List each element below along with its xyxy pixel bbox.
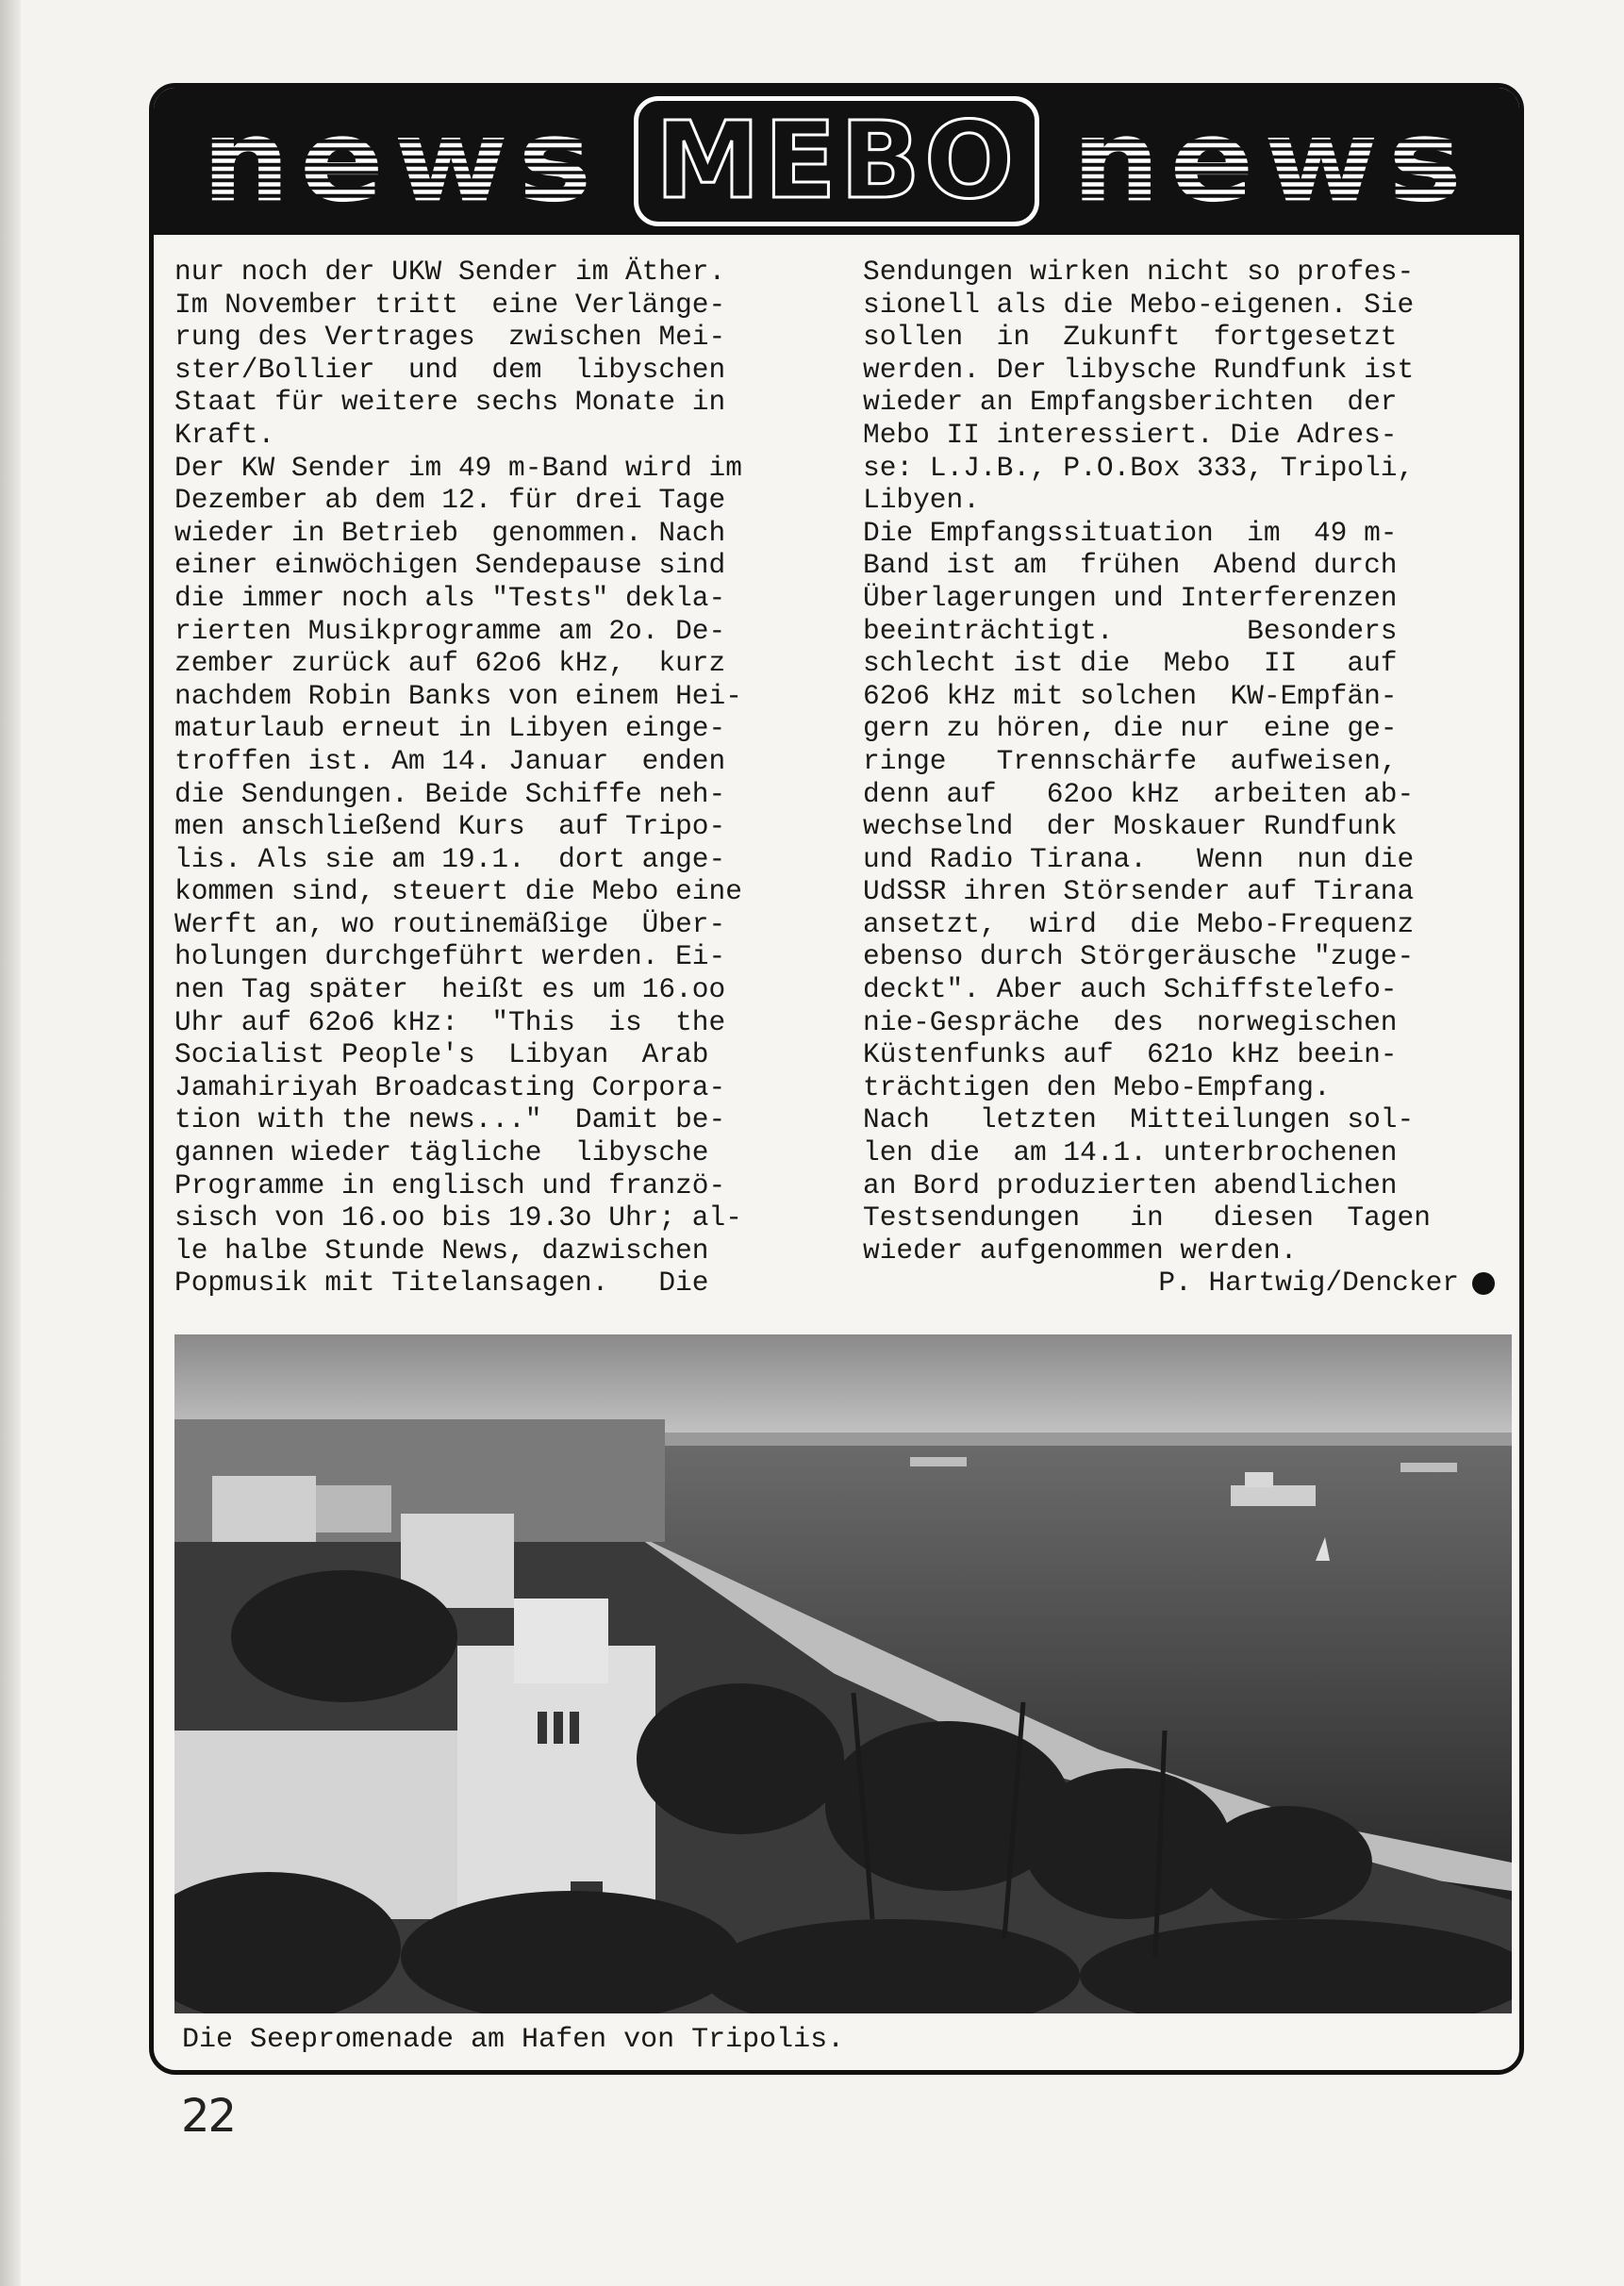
page-edge-shadow	[0, 0, 21, 2286]
article-line: ringe Trennschärfe aufweisen,	[863, 744, 1398, 777]
article-columns	[174, 256, 1504, 1416]
article-line: wieder aufgenommen werden.	[863, 1234, 1298, 1267]
article-line: ansetzt, wird die Mebo-Frequenz	[863, 907, 1415, 940]
article-line: Die Empfangssituation im 49 m-	[863, 516, 1398, 549]
article-line: kommen sind, steuert die Mebo eine	[174, 875, 742, 908]
news-box	[149, 83, 1524, 2075]
masthead	[154, 88, 1519, 235]
article-line: Überlagerungen und Interferenzen	[863, 581, 1398, 614]
article-left-column	[174, 256, 806, 1300]
article-line: troffen ist. Am 14. Januar enden	[174, 744, 726, 777]
article-line: wechselnd der Moskauer Rundfunk	[863, 810, 1398, 843]
article-line: schlecht ist die Mebo II auf	[863, 647, 1398, 680]
mebo-logo: MEBO	[634, 96, 1040, 226]
article-line: Küstenfunks auf 621o kHz beein-	[863, 1038, 1398, 1071]
article-line: Uhr auf 62o6 kHz: "This is the	[174, 1005, 726, 1038]
article-line: Dezember ab dem 12. für drei Tage	[174, 484, 726, 517]
article-line: maturlaub erneut in Libyen einge-	[174, 712, 726, 745]
article-line: trächtigen den Mebo-Empfang.	[863, 1070, 1331, 1103]
article-line: lis. Als sie am 19.1. dort ange-	[174, 842, 726, 875]
article-line: deckt". Aber auch Schiffstelefo-	[863, 973, 1398, 1006]
article-line: Werft an, wo routinemäßige Über-	[174, 907, 726, 940]
author-signature: P. Hartwig/Dencker	[1158, 1267, 1459, 1300]
article-line: Socialist People's Libyan Arab	[174, 1038, 709, 1071]
author-signature-line	[863, 1267, 1495, 1300]
article-line: nachdem Robin Banks von einem Hei-	[174, 679, 742, 712]
photo-caption: Die Seepromenade am Hafen von Tripolis.	[182, 2024, 845, 2056]
article-line: ster/Bollier und dem libyschen	[174, 353, 726, 386]
article-line: rierten Musikprogramme am 2o. De-	[174, 614, 726, 647]
article-line: UdSSR ihren Störsender auf Tirana	[863, 875, 1415, 908]
article-line: denn auf 62oo kHz arbeiten ab-	[863, 777, 1415, 810]
masthead-news-left: news	[201, 94, 602, 228]
article-line: Kraft.	[174, 418, 275, 451]
article-line: Nach letzten Mitteilungen sol-	[863, 1103, 1415, 1136]
article-line: nie-Gespräche des norwegischen	[863, 1005, 1398, 1038]
article-line: sollen in Zukunft fortgesetzt	[863, 321, 1398, 354]
article-line: und Radio Tirana. Wenn nun die	[863, 842, 1415, 875]
page-number: 22	[181, 2090, 236, 2143]
article-line: len die am 14.1. unterbrochenen	[863, 1136, 1398, 1169]
article-line: nur noch der UKW Sender im Äther.	[174, 256, 726, 288]
article-line: Jamahiriyah Broadcasting Corpora-	[174, 1070, 726, 1103]
article-line: sionell als die Mebo-eigenen. Sie	[863, 288, 1415, 321]
article-line: Der KW Sender im 49 m-Band wird im	[174, 451, 742, 484]
article-line: Band ist am frühen Abend durch	[863, 549, 1398, 582]
article-line: Popmusik mit Titelansagen. Die	[174, 1267, 709, 1300]
harbor-photo	[174, 1334, 1512, 2013]
article-line: die immer noch als "Tests" dekla-	[174, 581, 726, 614]
article-line: an Bord produzierten abendlichen	[863, 1168, 1398, 1201]
article-line: die Sendungen. Beide Schiffe neh-	[174, 777, 726, 810]
article-line: Mebo II interessiert. Die Adres-	[863, 418, 1398, 451]
article-line: nen Tag später heißt es um 16.oo	[174, 973, 726, 1006]
article-line: wieder in Betrieb genommen. Nach	[174, 516, 726, 549]
article-line: rung des Vertrages zwischen Mei-	[174, 321, 726, 354]
article-line: le halbe Stunde News, dazwischen	[174, 1234, 709, 1267]
article-line: einer einwöchigen Sendepause sind	[174, 549, 726, 582]
masthead-news-right: news	[1071, 94, 1472, 228]
article-line: gannen wieder tägliche libysche	[174, 1136, 709, 1169]
end-of-article-bullet-icon	[1472, 1272, 1495, 1295]
article-line: tion with the news..." Damit be-	[174, 1103, 726, 1136]
article-line: ebenso durch Störgeräusche "zuge-	[863, 940, 1415, 973]
article-line: Im November tritt eine Verlänge-	[174, 288, 726, 321]
article-line: Staat für weitere sechs Monate in	[174, 386, 726, 419]
article-line: beeinträchtigt. Besonders	[863, 614, 1398, 647]
article-line: holungen durchgeführt werden. Ei-	[174, 940, 726, 973]
article-line: zember zurück auf 62o6 kHz, kurz	[174, 647, 726, 680]
article-line: 62o6 kHz mit solchen KW-Empfän-	[863, 679, 1398, 712]
article-line: Programme in englisch und franzö-	[174, 1168, 726, 1201]
article-line: se: L.J.B., P.O.Box 333, Tripoli,	[863, 451, 1415, 484]
article-right-column	[863, 256, 1495, 1300]
article-line: Sendungen wirken nicht so profes-	[863, 256, 1415, 288]
article-line: wieder an Empfangsberichten der	[863, 386, 1398, 419]
article-line: Libyen.	[863, 484, 980, 517]
article-line: men anschließend Kurs auf Tripo-	[174, 810, 726, 843]
article-line: gern zu hören, die nur eine ge-	[863, 712, 1398, 745]
article-line: werden. Der libysche Rundfunk ist	[863, 353, 1415, 386]
article-line: sisch von 16.oo bis 19.3o Uhr; al-	[174, 1201, 742, 1234]
tripoli-harbor-image	[174, 1334, 1512, 2013]
article-line: Testsendungen in diesen Tagen	[863, 1201, 1431, 1234]
